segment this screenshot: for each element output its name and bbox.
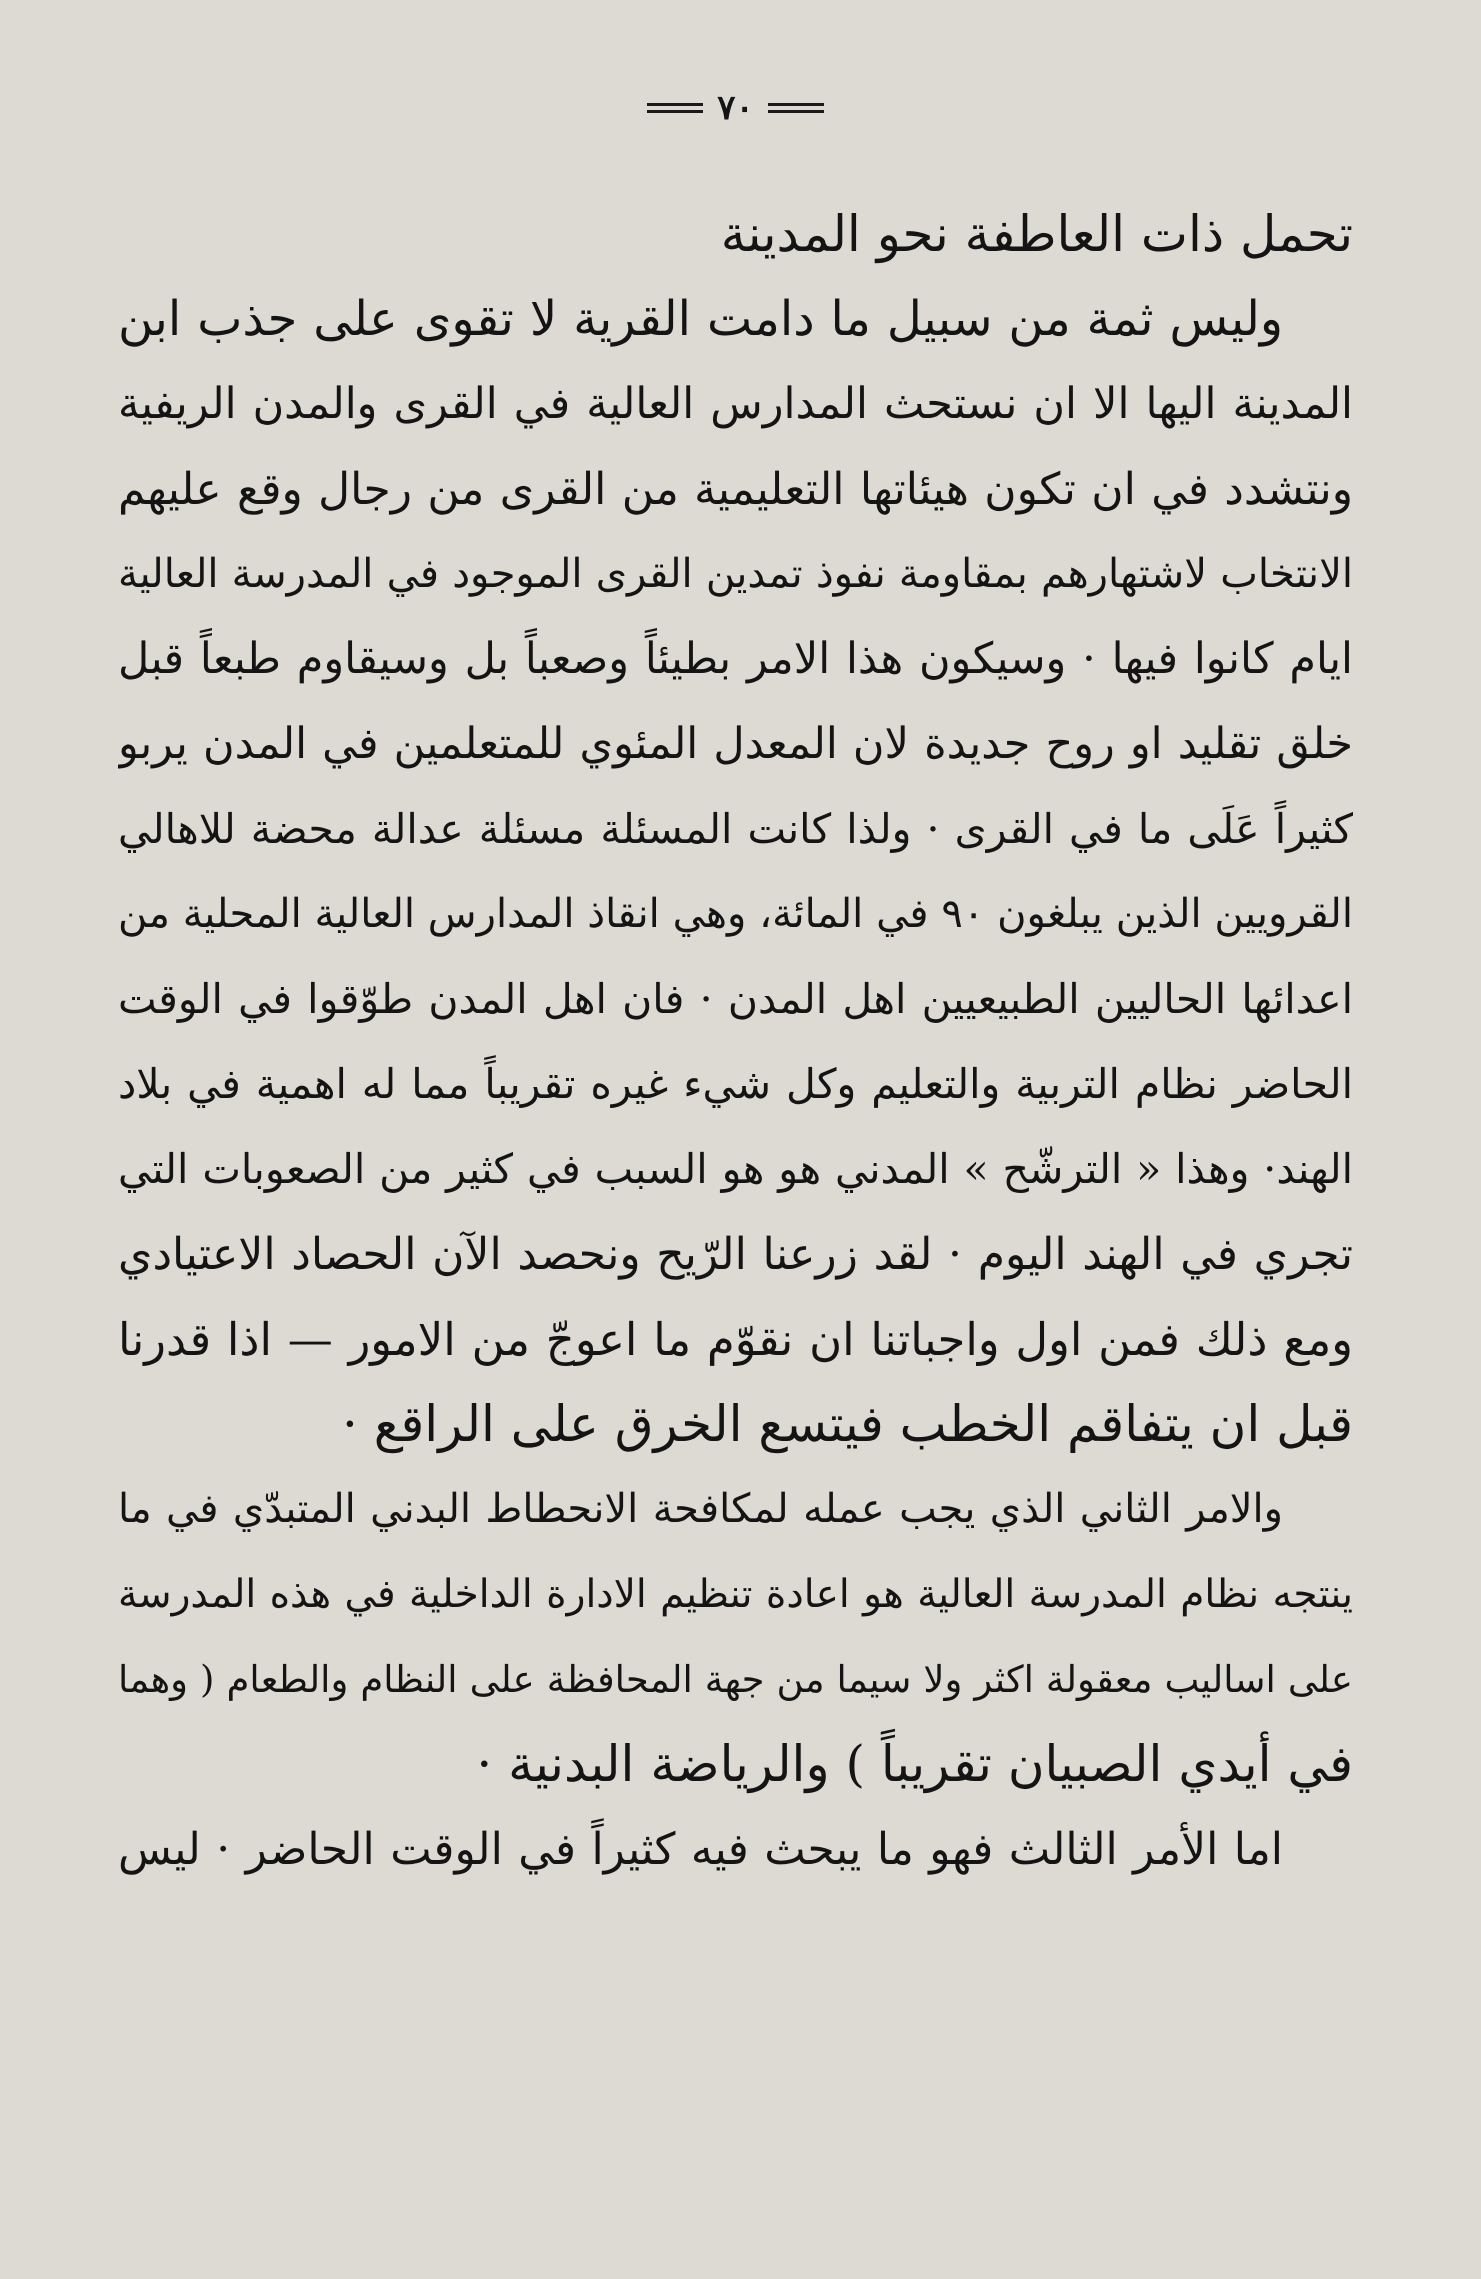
text-line: ايام كانوا فيها · وسيكون هذا الامر بطيئاً وصعباً بل وسيقاوم طبعاً قبل [118, 634, 1353, 684]
text-line: على اساليب معقولة اكثر ولا سيما من جهة المحافظة على النظام والطعام ( وهما [118, 1658, 1353, 1701]
text-line: ومع ذلك فمن اول واجباتنا ان نقوّم ما اعوجّ من الامور — اذا قدرنا [118, 1313, 1353, 1366]
text-line: اعدائها الحاليين الطبيعيين اهل المدن · فان اهل المدن طوّقوا في الوقت [118, 975, 1353, 1023]
text-line: اما الأمر الثالث فهو ما يبحث فيه كثيراً في الوقت الحاضر · ليس [118, 1824, 1283, 1875]
header-rule-right [768, 103, 824, 113]
page-header [118, 88, 1353, 128]
text-line: تجري في الهند اليوم · لقد زرعنا الرّيح ونحصد الآن الحصاد الاعتيادي [118, 1229, 1353, 1280]
text-line: كثيراً عَلَى ما في القرى · ولذا كانت المسئلة مسئلة عدالة محضة للاهالي [118, 805, 1353, 853]
text-line: خلق تقليد او روح جديدة لان المعدل المئوي للمتعلمين في المدن يربو [118, 719, 1353, 769]
text-line: الحاضر نظام التربية والتعليم وكل شيء غيره تقريباً مما له اهمية في بلاد [118, 1060, 1353, 1108]
text-line: قبل ان يتفاقم الخطب فيتسع الخرق على الراقع · [342, 1395, 1353, 1453]
body-text [118, 192, 1353, 1892]
text-line: ونتشدد في ان تكون هيئاتها التعليمية من القرى من رجال وقع عليهم [118, 464, 1353, 515]
header-rule-left [647, 103, 703, 113]
text-line: في أيدي الصبيان تقريباً ) والرياضة البدنية · [476, 1735, 1353, 1793]
text-line: ينتجه نظام المدرسة العالية هو اعادة تنظيم الادارة الداخلية في هذه المدرسة [118, 1572, 1353, 1617]
text-line: وليس ثمة من سبيل ما دامت القرية لا تقوى على جذب ابن [118, 291, 1284, 347]
text-line: الانتخاب لاشتهارهم بمقاومة نفوذ تمدين القرى الموجود في المدرسة العالية [118, 551, 1353, 597]
text-line: والامر الثاني الذي يجب عمله لمكافحة الانحطاط البدني المتبدّي في ما [118, 1486, 1283, 1532]
text-line: تحمل ذات العاطفة نحو المدينة [720, 205, 1353, 263]
page-number: ٧٠ [717, 88, 754, 128]
text-line: الهند· وهذا « الترشّح » المدني هو هو السبب في كثير من الصعوبات التي [118, 1145, 1353, 1193]
text-line: القرويين الذين يبلغون ٩٠ في المائة، وهي انقاذ المدارس العالية المحلية من [118, 891, 1353, 937]
text-line: المدينة اليها الا ان نستحث المدارس العالية في القرى والمدن الريفية [118, 379, 1353, 429]
